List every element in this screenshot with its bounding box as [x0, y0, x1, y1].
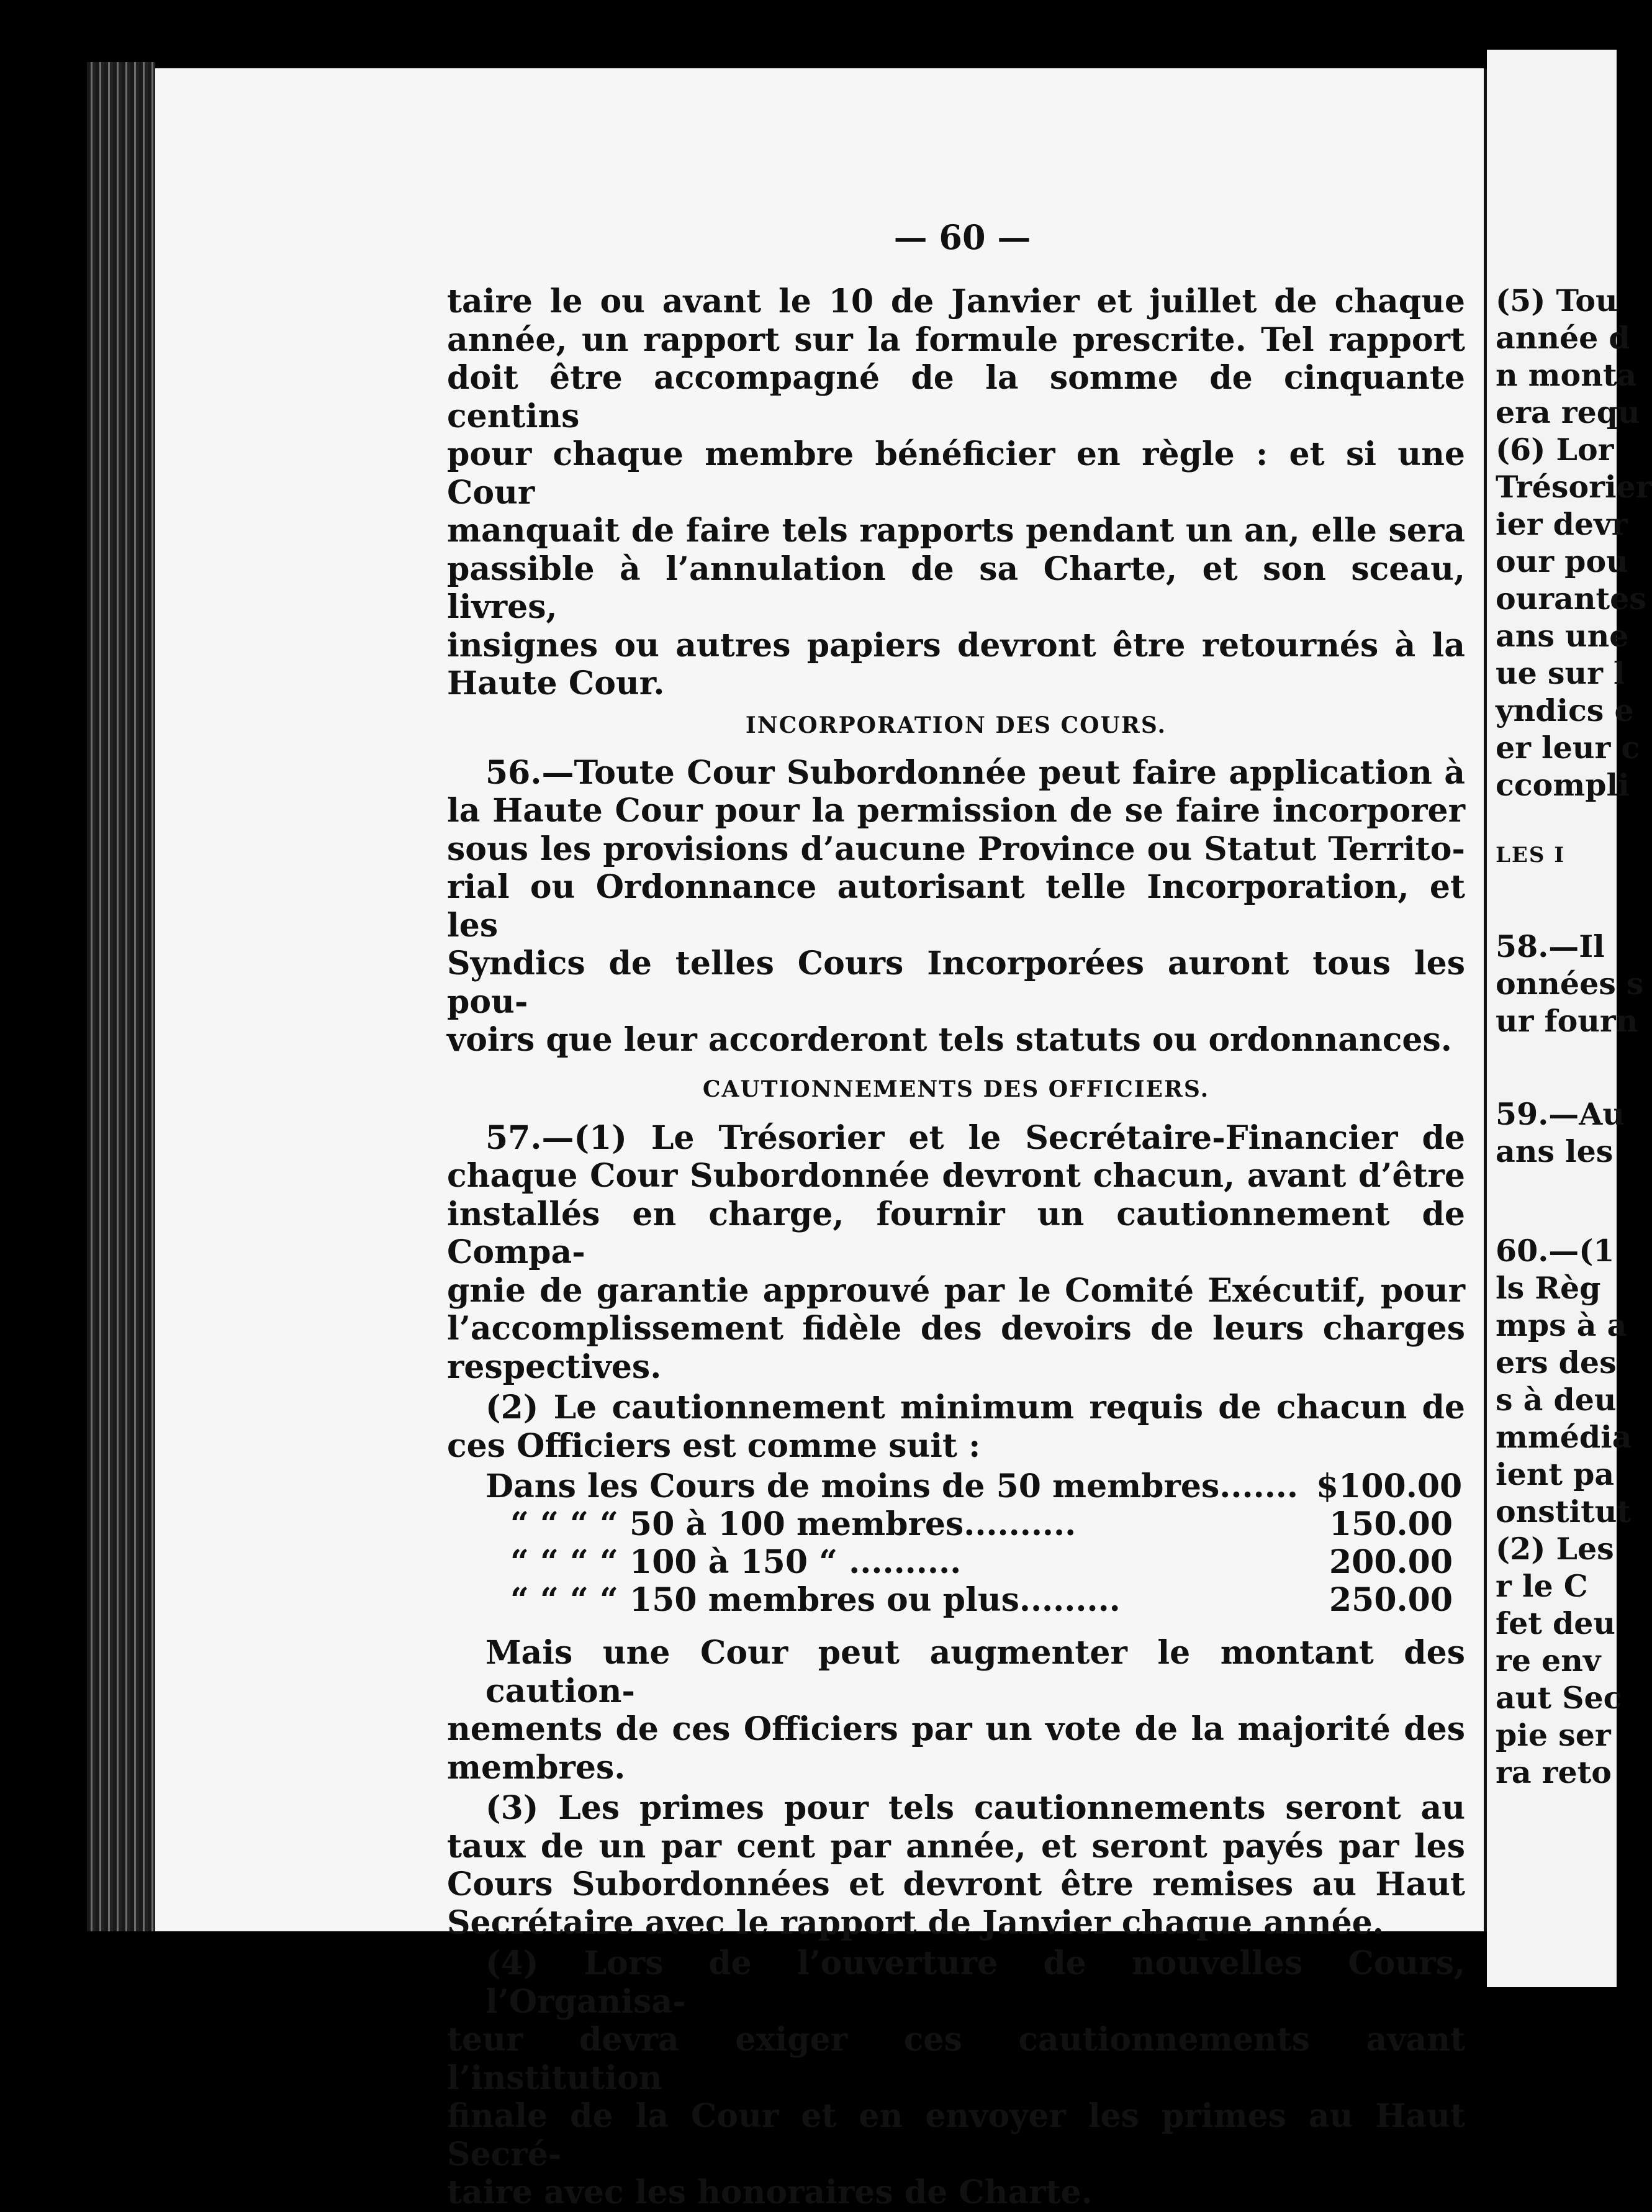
next-page-text-fragment: aut Sec — [1496, 1680, 1622, 1716]
text-line: Cours Subordonnées et devront être remises au Haut — [447, 1865, 1465, 1903]
text-line: manquait de faire tels rapports pendant un an, elle sera — [447, 512, 1465, 550]
paragraph-57-1 — [447, 1119, 1465, 1387]
paragraph-57-4 — [447, 1944, 1465, 2212]
next-page-text-fragment: (2) Les — [1496, 1531, 1614, 1567]
bond-row-amount: 200.00 — [1329, 1543, 1453, 1581]
bond-row — [485, 1505, 1453, 1543]
next-page-text-fragment: ans une — [1496, 618, 1629, 654]
next-page-text-fragment: (5) Tou — [1496, 283, 1618, 319]
text-line: 56.—Toute Cour Subordonnée peut faire application à — [485, 753, 1465, 792]
next-page-text-fragment: 60.—(1 — [1496, 1233, 1615, 1269]
next-page-text-fragment: onstitut — [1496, 1494, 1632, 1530]
section-heading-cautionnements: CAUTIONNEMENTS DES OFFICIERS. — [702, 1076, 1210, 1102]
text-line: installés en charge, fournir un cautionnement de Compa- — [447, 1195, 1465, 1271]
text-line: l’accomplissement fidèle des devoirs de leurs charges — [447, 1310, 1465, 1348]
text-line: nements de ces Officiers par un vote de la majorité des — [447, 1710, 1465, 1748]
text-line: (3) Les primes pour tels cautionnements seront au — [485, 1789, 1465, 1827]
next-page-text-fragment: LES I — [1496, 843, 1566, 868]
next-page-text-fragment: 58.—Il — [1496, 928, 1605, 964]
next-page-text-fragment: our pou — [1496, 543, 1628, 579]
page-number: — 60 — — [893, 217, 1031, 257]
bond-row-description: “ “ “ “ 100 à 150 “ .......... — [510, 1543, 962, 1581]
bond-row — [485, 1467, 1463, 1505]
next-page-text-fragment: pie ser — [1496, 1717, 1611, 1753]
next-page-text-fragment: s à deu — [1496, 1382, 1617, 1418]
next-page-text-fragment: mps à a — [1496, 1307, 1627, 1343]
text-line: finale de la Cour et en envoyer les primes au Haut Secré- — [447, 2097, 1465, 2173]
text-line: rial ou Ordonnance autorisant telle Incorporation, et les — [447, 868, 1465, 945]
text-line: 57.—(1) Le Trésorier et le Secrétaire-Financier de — [485, 1118, 1465, 1157]
next-page-text-fragment: ourantes — [1496, 581, 1646, 617]
next-page-text-fragment: 59.—Au — [1496, 1096, 1625, 1132]
text-line: ces Officiers est comme suit : — [447, 1426, 981, 1465]
next-page-text-fragment: (6) Lor — [1496, 432, 1614, 468]
bond-row-description: Dans les Cours de moins de 50 membres....... — [485, 1467, 1299, 1505]
next-page-text-fragment: ers des — [1496, 1344, 1617, 1380]
text-line: (4) Lors de l’ouverture de nouvelles Cours, l’Organisa- — [485, 1944, 1465, 2021]
next-page-text-fragment: Trésorier — [1496, 469, 1652, 505]
text-line: Secrétaire avec le rapport de Janvier chaque année. — [447, 1903, 1384, 1942]
paragraph-56 — [447, 754, 1465, 1059]
next-page-text-fragment: ier devr — [1496, 506, 1628, 542]
next-page-text-fragment: ue sur l — [1496, 655, 1625, 691]
next-page-text-fragment: r le C — [1496, 1568, 1588, 1604]
text-line: voirs que leur accorderont tels statuts ou ordonnances. — [447, 1021, 1452, 1059]
bond-row — [485, 1581, 1453, 1619]
text-line: passible à l’annulation de sa Charte, et son sceau, livres, — [447, 550, 1465, 626]
next-page-text-fragment: er leur c — [1496, 730, 1640, 766]
text-line: taire le ou avant le 10 de Janvier et juillet de chaque — [447, 283, 1465, 320]
text-line: teur devra exiger ces cautionnements avant l’institution — [447, 2021, 1465, 2097]
next-page-text-fragment: ans les — [1496, 1133, 1614, 1169]
bond-row-amount: $100.00 — [1316, 1467, 1463, 1505]
text-line: Haute Cour. — [447, 664, 665, 702]
bond-row — [485, 1543, 1453, 1581]
text-line: taire avec les honoraires de Charte. — [447, 2173, 1093, 2211]
text-line: sous les provisions d’aucune Province ou Statut Territo- — [447, 830, 1465, 868]
next-page-text-fragment: fet deu — [1496, 1605, 1616, 1641]
next-page-text-fragment: era requ — [1496, 394, 1640, 430]
text-line: année, un rapport sur la formule prescrite. Tel rapport — [447, 320, 1465, 359]
next-page-text-fragment: mmédia — [1496, 1419, 1632, 1455]
paragraph-continuation — [447, 283, 1465, 703]
next-page-text-fragment: yndics e — [1496, 692, 1634, 728]
paragraph-mais — [447, 1634, 1465, 1787]
text-line: gnie de garantie approuvé par le Comité Exécutif, pour — [447, 1271, 1465, 1310]
next-page-text-fragment: ra reto — [1496, 1754, 1612, 1790]
text-line: chaque Cour Subordonnée devront chacun, avant d’être — [447, 1157, 1465, 1195]
bond-row-amount: 150.00 — [1329, 1505, 1453, 1543]
text-line: taux de un par cent par année, et seront payés par les — [447, 1827, 1465, 1865]
text-line: doit être accompagné de la somme de cinquante centins — [447, 359, 1465, 435]
text-line: membres. — [447, 1748, 626, 1787]
paragraph-57-2 — [447, 1389, 1465, 1465]
next-page-text-fragment: ient pa — [1496, 1456, 1615, 1492]
text-line: insignes ou autres papiers devront être retournés à la — [447, 626, 1465, 664]
bond-table — [447, 1467, 1465, 1619]
next-page-text-fragment: onnées s — [1496, 966, 1644, 1002]
paragraph-57-3 — [447, 1789, 1465, 1942]
text-line: Syndics de telles Cours Incorporées auront tous les pou- — [447, 945, 1465, 1021]
text-line: pour chaque membre bénéficier en règle : et si une Cour — [447, 435, 1465, 512]
next-page-text-fragment: année d — [1496, 320, 1630, 356]
next-page-text-fragment: ls Règ — [1496, 1270, 1601, 1306]
text-line: la Haute Cour pour la permission de se faire incorporer — [447, 792, 1465, 830]
text-line: respectives. — [447, 1348, 662, 1386]
text-line: (2) Le cautionnement minimum requis de chacun de — [485, 1389, 1465, 1426]
next-page-text-fragment: n monta — [1496, 357, 1637, 393]
page-body — [447, 283, 1465, 2212]
book-page-right-fragment — [1487, 50, 1652, 1987]
bond-row-amount: 250.00 — [1329, 1581, 1453, 1619]
bond-row-description: “ “ “ “ 50 à 100 membres.......... — [510, 1505, 1077, 1543]
next-page-text-fragment: ur fourn — [1496, 1003, 1638, 1039]
text-line: Mais une Cour peut augmenter le montant des caution- — [485, 1634, 1465, 1710]
bond-row-description: “ “ “ “ 150 membres ou plus......... — [510, 1581, 1121, 1619]
next-page-text-fragment: re env — [1496, 1643, 1601, 1679]
next-page-text-fragment: ccompli — [1496, 767, 1630, 803]
book-gutter — [87, 62, 155, 1931]
section-heading-incorporation: INCORPORATION DES COURS. — [745, 712, 1167, 738]
